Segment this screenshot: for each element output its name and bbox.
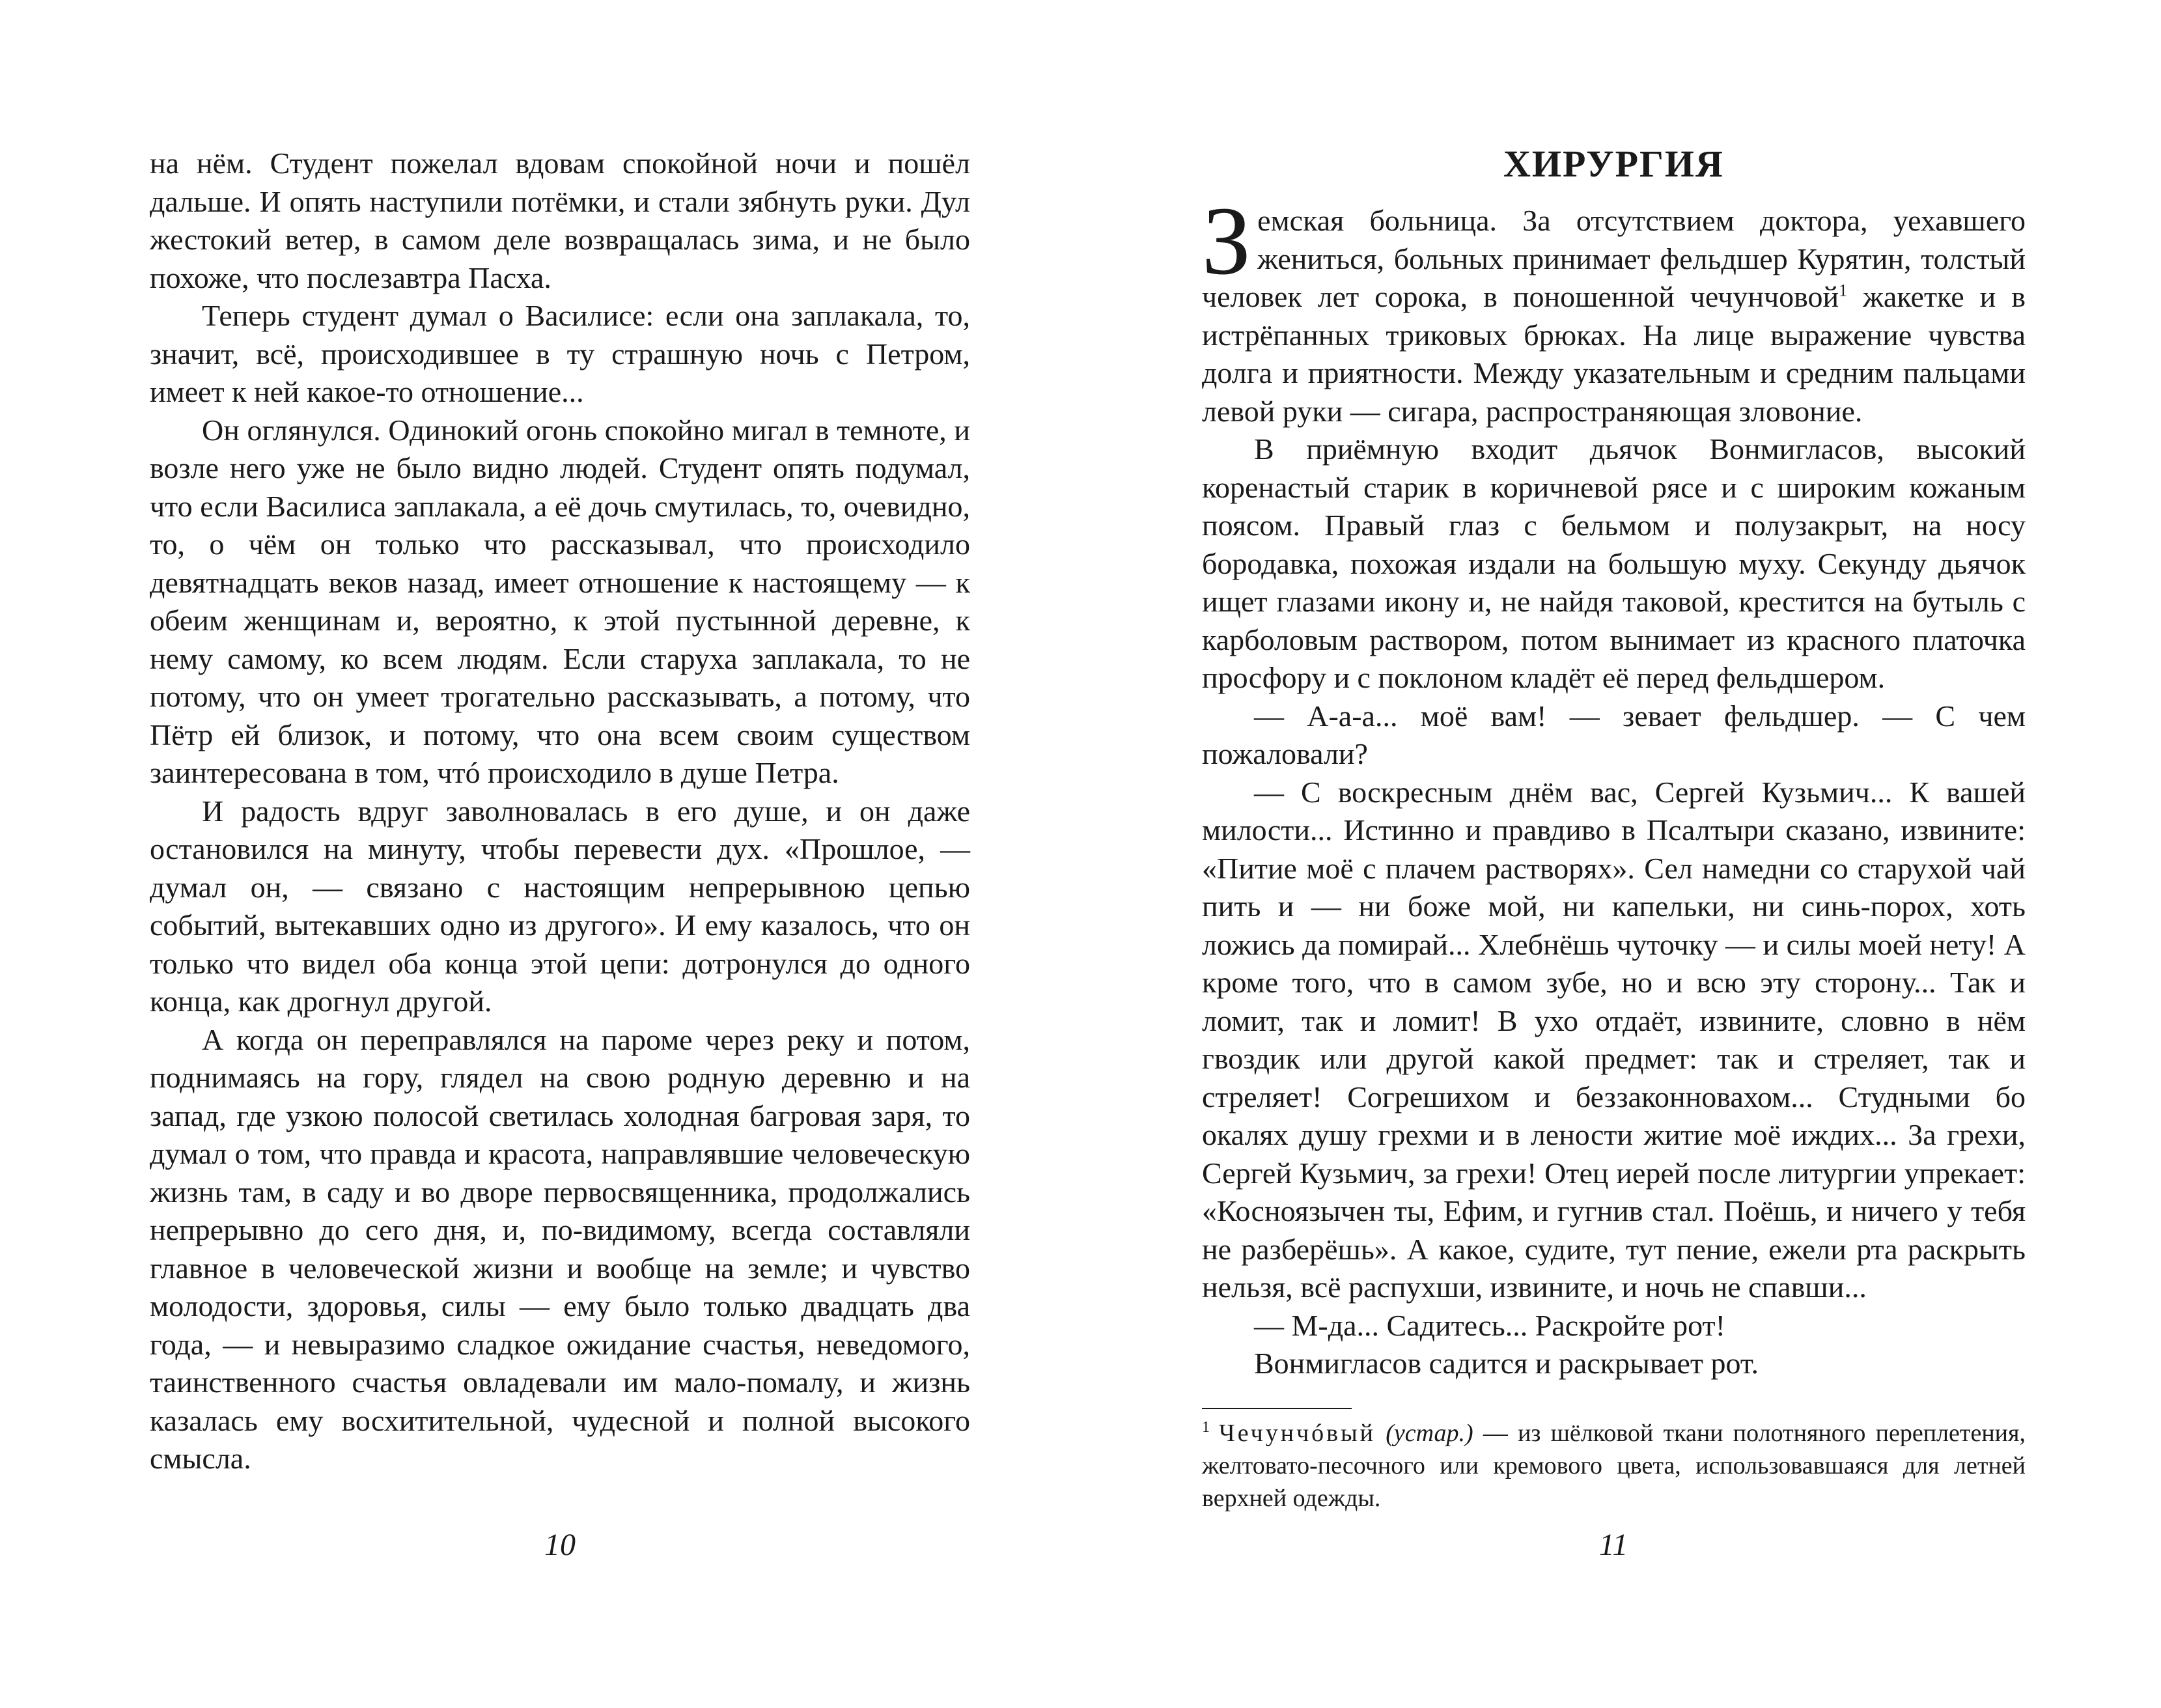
page-number-left: 10 bbox=[544, 1528, 576, 1562]
paragraph: Он оглянулся. Одинокий огонь спокойно мигал в темноте, и возле него уже не было видно людей. Студент опять подумал, что если Василиса заплакала, а её дочь смутилась, то, очевидно, то, о чём он только что рассказывал, что происходило девятнадцать веков назад, имеет отношение к настоящему — к обеим женщинам и, вероятно, к этой пустынной деревне, к нему самому, ко всем людям. Если старуха заплакала, то не потому, что он умеет трогательно рассказывать, а потому, что Пётр ей близок, и потому, что она всем своим существом заинтересована в том, чтó происходило в душе Петра. bbox=[150, 413, 970, 789]
first-paragraph-text: емская больница. За отсутствием доктора, уехавшего жениться, больных принимает фельдшер Курятин, толстый человек лет сорока, в поношенной чечунчовой bbox=[1202, 204, 2026, 313]
footnote-divider bbox=[1202, 1408, 1352, 1409]
footnote-label: (устар.) bbox=[1386, 1420, 1473, 1447]
right-page bbox=[1081, 0, 2161, 1708]
chapter-title: ХИРУРГИЯ bbox=[1503, 143, 1724, 185]
paragraph: И радость вдруг заволновалась в его душе, и он даже остановился на минуту, чтобы перевести дух. «Прошлое, — думал он, — связано с настоящим непрерывною цепью событий, вытекавших одно из другого». И ему казалось, что он только что видел оба конца этой цепи: дотронулся до одного конца, как дрогнул другой. bbox=[150, 794, 970, 1018]
left-page-text bbox=[150, 145, 970, 1478]
footnote bbox=[1202, 1417, 2026, 1515]
page-number-right: 11 bbox=[1598, 1528, 1628, 1562]
paragraph: А когда он переправлялся на пароме через реку и потом, поднимаясь на гору, глядел на свою родную деревню и на запад, где узкою полосой светилась холодная багровая заря, то думал о том, что правда и красота, направлявшие человеческую жизнь там, в саду и во дворе первосвященника, продолжались непрерывно до сего дня, и, по-видимому, всегда составляли главное в человеческой жизни и вообще на земле; и чувство молодости, здоровья, силы — ему было только двадцать два года, — и невыразимо сладкое ожидание счастья, неведомого, таинственного счастья овладевали им мало-помалу, и жизнь казалась ему восхитительной, чудесной и полной высокого смысла. bbox=[150, 1022, 970, 1475]
paragraph: на нём. Студент пожелал вдовам спокойной ночи и пошёл дальше. И опять наступили потёмки, и стали зябнуть руки. Дул жестокий ветер, в самом деле возвращалась зима, и не было похоже, что послезавтра Пасха. bbox=[150, 147, 970, 294]
right-page-text bbox=[1202, 187, 2026, 1383]
paragraph: — С воскресным днём вас, Сергей Кузьмич... К вашей милости... Истинно и правдиво в Псалтыри сказано, извините: «Питие моё с плачем растворях». Сел намедни со старухой чай пить и — ни боже мой, ни капельки, ни синь-порох, хоть ложись да помирай... Хлебнёшь чуточку — и силы моей нету! А кроме того, что в самом зубе, но и всю эту сторону... Так и ломит, так и ломит! В ухо отдаёт, извините, словно в нём гвоздик или другой какой предмет: так и стреляет, так и стреляет! Согрешихом и беззаконновахом... Студными бо окалях душу грехми и в лености житие моё иждих... За грехи, Сергей Кузьмич, за грехи! Отец иерей после литургии упрекает: «Косноязычен ты, Ефим, и гугнив стал. Поёшь, и ничего у тебя не разберёшь». А какое, судите, тут пение, ежели рта раскрыть нельзя, всё распухши, извините, и ночь не спавши... bbox=[1202, 775, 2026, 1304]
paragraph: В приёмную входит дьячок Вонмигласов, высокий коренастый старик в коричневой рясе и с широким кожаным поясом. Правый глаз с бельмом и полузакрыт, на носу бородавка, похожая издали на большую муху. Секунду дьячок ищет глазами икону и, не найдя таковой, крестится на бутыль с карболовым раствором, потом вынимает из красного платочка просфору и с поклоном кладёт её перед фельдшером. bbox=[1202, 432, 2026, 694]
paragraph: Теперь студент думал о Василисе: если она заплакала, то, значит, всё, происходившее в ту страшную ночь с Петром, имеет к ней какое-то отношение... bbox=[150, 299, 970, 408]
footnote-headword: Чечунчóвый bbox=[1219, 1420, 1376, 1447]
first-paragraph-text-cont: жакетке и в истрёпанных триковых брюках. На лице выражение чувства долга и приятности. Между указательным и средним пальцами левой руки — сигара, распространяющая зловоние. bbox=[1202, 280, 2026, 428]
first-paragraph bbox=[1202, 187, 2026, 430]
footnote-text: — из шёлковой ткани полотняного переплетения, желтовато-песочного или кремового цвета, использовавшаяся для летней верхней одежды. bbox=[1202, 1420, 2026, 1512]
paragraph: — М-да... Садитесь... Раскройте рот! bbox=[1254, 1308, 1725, 1342]
drop-cap: З bbox=[1202, 187, 1251, 295]
footnote-number: 1 bbox=[1202, 1419, 1210, 1436]
paragraph: — А-а-а... моё вам! — зевает фельдшер. — С чем пожаловали? bbox=[1202, 699, 2026, 770]
footnote-reference[interactable]: 1 bbox=[1839, 281, 1848, 300]
paragraph: Вонмигласов садится и раскрывает рот. bbox=[1254, 1347, 1759, 1380]
